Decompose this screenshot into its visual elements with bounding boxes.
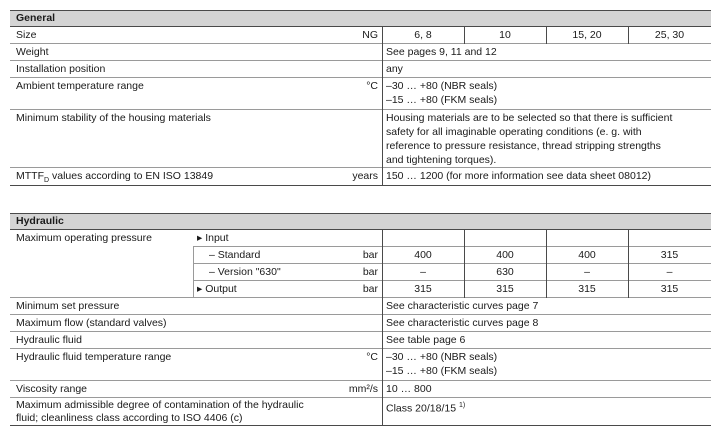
section-title: General	[16, 12, 56, 24]
version-val-2: 630	[496, 266, 514, 278]
output-val-1: 315	[414, 283, 432, 295]
install-label: Installation position	[16, 63, 106, 75]
version-unit: bar	[362, 266, 378, 278]
value-column-divider	[382, 27, 383, 186]
version-label: – Version "630"	[209, 266, 281, 278]
contamination-row	[10, 398, 711, 426]
size-col-4: 25, 30	[654, 29, 685, 41]
max-flow-value: See characteristic curves page 8	[386, 317, 539, 329]
standard-val-3: 400	[578, 249, 596, 261]
max-flow-label: Maximum flow (standard valves)	[16, 317, 167, 329]
output-label: ▸ Output	[197, 283, 237, 295]
standard-row	[10, 247, 711, 264]
fluid-temp-label: Hydraulic fluid temperature range	[16, 351, 172, 363]
version-row	[10, 264, 711, 281]
output-unit: bar	[362, 283, 378, 295]
fluid-row	[10, 332, 711, 349]
size-unit: NG	[362, 29, 378, 41]
fluid-label: Hydraulic fluid	[16, 334, 82, 346]
value-column-divider	[382, 230, 383, 426]
size-label: Size	[16, 29, 37, 41]
contamination-label-2: fluid; cleanliness class according to ISO 4406 (c)	[16, 412, 243, 424]
ambient-row	[10, 78, 711, 110]
min-set-row	[10, 298, 711, 315]
fluid-value: See table page 6	[386, 334, 466, 346]
version-val-4: –	[666, 266, 673, 278]
min-set-label: Minimum set pressure	[16, 300, 120, 312]
hydraulic-header	[10, 213, 711, 230]
max-op-label: Maximum operating pressure	[16, 232, 152, 244]
input-row	[10, 230, 711, 247]
output-val-2: 315	[496, 283, 514, 295]
version-val-3: –	[584, 266, 590, 278]
weight-row	[10, 44, 711, 61]
size-col-1: 6, 8	[414, 29, 432, 41]
size-col-2: 10	[499, 29, 511, 41]
standard-val-1: 400	[414, 249, 432, 261]
ambient-label: Ambient temperature range	[16, 80, 144, 92]
housing-line-2: safety for all imaginable operating conditions (e. g. with	[386, 126, 642, 138]
size-row	[10, 27, 711, 44]
general-section	[10, 10, 711, 186]
contamination-value: Class 20/18/15 $^{1)}$	[386, 402, 466, 415]
general-header	[10, 10, 711, 27]
output-val-3: 315	[578, 283, 596, 295]
version-val-1: –	[420, 266, 426, 278]
standard-label: – Standard	[209, 249, 261, 261]
housing-line-1: Housing materials are to be selected so that there is sufficient	[386, 112, 673, 124]
weight-value: See pages 9, 11 and 12	[386, 46, 497, 58]
viscosity-row	[10, 381, 711, 398]
housing-line-3: reference to pressure resistance, thread stripping strengths	[386, 140, 661, 152]
mttf-row	[10, 168, 711, 186]
housing-row	[10, 110, 711, 168]
ambient-value-2: –15 … +80 (FKM seals)	[386, 94, 498, 106]
footnote-marker: 1)	[458, 402, 466, 409]
weight-label: Weight	[16, 46, 49, 58]
mttf-label: $MTTF_D$ values according to EN ISO 13849	[16, 170, 214, 185]
fluid-temp-unit: °C	[366, 351, 378, 363]
mttf-value: 150 … 1200 (for more information see data sheet 08012)	[386, 170, 651, 182]
fluid-temp-value-2: –15 … +80 (FKM seals)	[386, 365, 498, 377]
standard-unit: bar	[362, 249, 378, 261]
output-row	[10, 281, 711, 298]
min-set-value: See characteristic curves page 7	[386, 300, 539, 312]
viscosity-label: Viscosity range	[16, 383, 88, 395]
housing-line-4: and tightening torques).	[386, 154, 497, 166]
standard-val-2: 400	[496, 249, 514, 261]
viscosity-unit: mm²/s	[348, 383, 378, 395]
fluid-temp-value-1: –30 … +80 (NBR seals)	[386, 351, 498, 363]
install-row	[10, 61, 711, 78]
viscosity-value: 10 … 800	[386, 383, 432, 395]
fluid-temp-row	[10, 349, 711, 381]
ambient-unit: °C	[366, 80, 378, 92]
size-col-3: 15, 20	[572, 29, 602, 41]
install-value: any	[386, 63, 403, 75]
section-title: Hydraulic	[16, 215, 64, 227]
output-val-4: 315	[660, 283, 679, 295]
max-flow-row	[10, 315, 711, 332]
mttf-unit: years	[352, 170, 378, 182]
input-label: ▸ Input	[197, 232, 229, 244]
contamination-label-1: Maximum admissible degree of contamination of the hydraulic	[16, 399, 304, 411]
hydraulic-section	[10, 213, 711, 426]
ambient-value-1: –30 … +80 (NBR seals)	[386, 80, 498, 92]
housing-label: Minimum stability of the housing materials	[16, 112, 211, 124]
standard-val-4: 315	[660, 249, 679, 261]
